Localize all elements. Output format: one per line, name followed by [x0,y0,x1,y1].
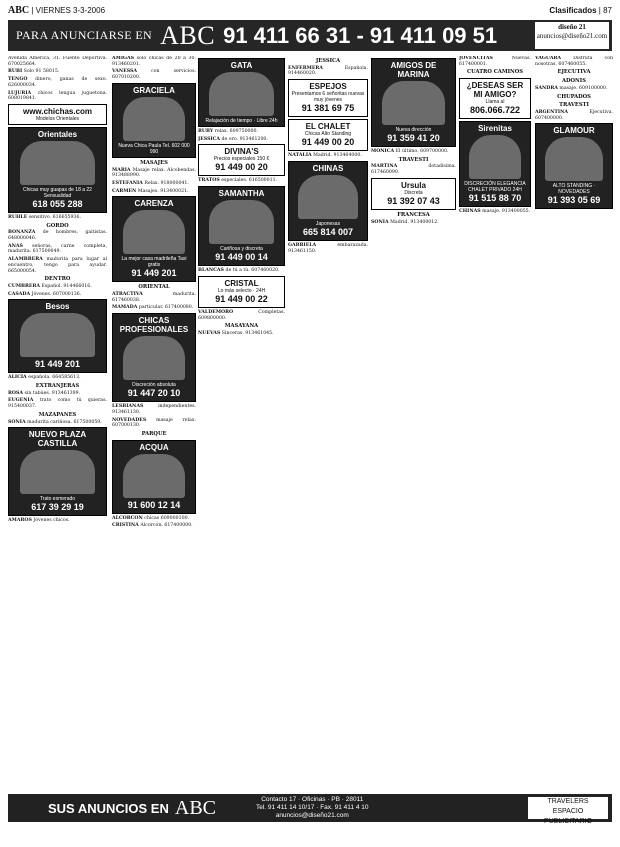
ad-heading: EL CHALET [305,122,351,132]
ad-text: Nueva Chica Paula Tel. 602 000 990 [118,142,190,155]
section-heading: GORDO [46,222,69,229]
entry-text: de tú a tú. 607460020. [225,268,280,274]
entry-title: NUEVAS [198,330,221,336]
classified-entry [8,91,107,102]
ad-heading: GRACIELA [133,85,175,95]
ad-heading: CRISTAL [224,278,259,288]
classified-entry [288,243,368,254]
section-heading: DENTRO [44,276,71,283]
ad-heading: NUEVO PLAZA CASTILLA [28,430,87,449]
entry-text: sensitivo. 616655936. [28,214,81,220]
ad-text: Japonesas [315,220,341,227]
entry-text: chicas 609000100. [144,515,190,521]
classified-entry [112,292,196,303]
entry-text: masaje. 913400055. [482,209,531,215]
ad-phone: 91 449 201 [131,268,177,279]
classified-column-3 [198,56,285,792]
classified-column-7 [535,56,613,792]
display-ad [371,58,456,147]
ad-text: Precios especiales 150 € [213,156,270,163]
entry-text: El último. 609700000. [395,149,449,154]
ad-photo [123,454,185,498]
entry-title: EUGENIA [8,398,34,404]
ad-heading: Ursula [401,180,426,190]
ad-heading: ¿DESEAS SER MI AMIGO? [466,81,524,100]
classified-entry [112,168,196,179]
ad-photo [469,135,522,179]
display-ad [288,161,368,241]
entry-title: ATRACTIVA [112,292,143,298]
ad-text: Discreción absoluta [132,382,176,389]
classified-entry [8,230,107,241]
display-ad [112,440,196,514]
ad-phone: 91 449 201 [34,359,81,370]
classified-entry [8,77,107,88]
ad-heading: GATA [230,61,253,70]
ad-photo [209,200,274,244]
display-ad [112,83,196,158]
entry-text: especiales. 616500011. [221,178,278,184]
entry-title: SANDRA [535,85,558,91]
classified-entry [198,268,285,274]
classified-entry [371,220,456,226]
entry-text: madurita cariñosa. 617500059. [27,419,102,425]
classified-entry [8,69,107,75]
entry-text: de hombres, gaitistas. 648000046. [8,230,107,242]
section-heading: ADONIS [562,78,586,85]
entry-text: sin tabúes. 913461399. [24,390,81,396]
entry-title: SONIA [371,219,389,225]
classified-entry [535,86,613,92]
classified-entry [371,149,456,155]
section-heading: MAZAPANES [38,411,77,418]
entry-text: Masajes. 913400021. [137,188,189,194]
section-heading: EJECUTIVA [557,69,591,76]
page-number: 87 [603,5,612,15]
classified-entry [459,209,531,215]
ad-phone: 91 449 00 20 [301,137,355,148]
section-name: Clasificados [549,5,597,15]
entry-title: SONIA [8,419,26,425]
classified-entry [112,305,196,311]
entry-text: Jóvenes chicos. [33,518,70,524]
ad-photo [20,141,94,185]
entry-title: CRISTINA [112,523,139,529]
classified-entry [459,56,531,67]
ad-photo [123,210,185,254]
ad-text: Discreta [404,189,423,196]
classified-column-1 [8,56,107,792]
banner-lead: PARA ANUNCIARSE EN [16,28,153,42]
entry-title: RUHLE [8,214,28,220]
ad-heading: GLAMOUR [553,126,595,136]
display-ad [112,313,196,402]
ad-text: DISCRECIÓN ELEGANCIA CHALET PRIVADO 24H [464,181,526,194]
display-ad [288,119,368,151]
display-ad [8,427,107,516]
classified-entry [112,181,196,187]
classified-entry [112,418,196,429]
display-ad [8,127,107,213]
entry-text: Española. 914460020. [288,65,368,77]
classified-entry [8,398,107,409]
ad-text: Cariñosa y discreta [220,246,263,253]
classified-column-5 [371,56,456,792]
classified-column-6 [459,56,531,792]
classified-entry [8,518,107,524]
ad-phone: 91 449 00 20 [215,162,268,173]
entry-title: RUBI [8,69,23,75]
banner-brand: ABC [160,20,216,50]
ad-text: Chicas muy guapas de 18 a 22 Sensualidad [23,186,92,199]
ad-text: Relajación de tiempo · Libre 24h [205,118,278,124]
ad-text: La mejor casa madrileña Taxi gratis [121,256,187,269]
ad-phone: 91 381 69 75 [301,103,355,114]
section-heading: FRANCESA [397,211,430,218]
classified-entry [8,244,107,255]
entry-title: RUBY [198,129,214,134]
section-heading: JESSICA [315,58,341,64]
ad-text: ALTO STANDING · NOVEDADES [552,183,596,196]
ad-heading: Sirenitas [478,124,512,134]
entry-title: BLANCAS [198,268,224,274]
entry-title: ALAMBRERA [8,257,43,263]
ad-text: Modelos Orientales [35,115,80,122]
entry-title: MARTINA [371,164,398,170]
entry-title: ENFERMERA [288,65,323,71]
classified-entry [8,391,107,397]
entry-title: AMIGAS [112,56,135,61]
classified-entry [112,516,196,522]
ad-text: Chicas Alto Standing [304,131,352,138]
entry-title: MONICA [371,149,395,154]
classified-entry [288,153,368,159]
entry-text: Solo 91 58015. [23,69,60,75]
ad-heading: SAMANTHA [218,189,265,199]
classified-entry [8,56,107,67]
entry-title: CARMEN [112,188,137,194]
page-header: ABC | VIERNES 3-3-2006 Clasificados | 87 [8,4,612,16]
classified-entry [112,404,196,415]
entry-text: Sinceras. 913461045. [221,330,274,336]
entry-title: CUMBRERA [8,283,40,289]
display-ad [535,123,613,209]
section-heading: PARQUE [141,430,167,437]
ad-phone: 91 449 00 22 [215,293,268,304]
entry-title: VALDEMORO [198,309,234,315]
classified-entry [198,178,285,184]
display-ad [8,299,107,373]
entry-text: Avenida América, 31. Fuente Deportiva. 670025664. [8,56,107,67]
footer-lead: SUS ANUNCIOS EN [48,800,169,816]
classified-entry [198,137,285,143]
entry-title: ANAS [8,243,23,249]
classified-entry [198,331,285,337]
entry-title: TENGO [8,77,28,83]
entry-text: con servicios. 607010200. [112,69,196,81]
ad-photo [123,97,185,141]
entry-title: AMAROS [8,518,32,524]
ad-text: Lo más selecto · 24H [217,287,266,294]
entry-title: BONANZA [8,230,36,236]
entry-title: VAGUARA [535,56,562,61]
classified-entry [112,189,196,195]
banner-phones: 91 411 66 31 - 91 411 09 51 [223,22,498,48]
section-heading: MASAJES [140,159,168,166]
ad-phone: 91 600 12 14 [127,499,181,510]
entry-title: ALCORCON [112,515,143,521]
banner-right-text: anuncios@diseño21.com [536,32,608,40]
classified-entry [8,284,107,290]
display-ad [288,79,368,117]
issue-date: VIERNES 3-3-2006 [35,5,106,15]
classified-entry [8,257,107,274]
entry-title: ROSA [8,390,24,396]
banner-right-brand: diseño 21 [558,23,586,31]
ad-heading: ESPEJOS [309,82,347,92]
newspaper-brand: ABC [8,4,30,16]
entry-text: embarazada. 913461150. [288,242,368,254]
entry-text: de oro. 913461200. [221,136,268,142]
entry-title: JESSICA [198,136,221,142]
entry-title: ARGENTINA [535,109,568,115]
entry-text: masaje relax. 607000130. [112,417,196,429]
entry-text: trato como tú quieras. 915400037. [8,398,107,410]
ad-photo [382,81,445,125]
section-heading: MASAYANA [224,323,259,330]
entry-text: Alcorcón. 617400000. [140,523,193,529]
entry-text: independientes. 913461130. [112,404,196,415]
entry-text: Completas. 609800000. [198,309,285,321]
entry-text: masaje. 609100000. [559,85,608,91]
classified-column-4 [288,56,368,792]
section-heading: TRAVESTI [559,102,589,109]
display-ad [198,58,285,127]
classified-entry [371,164,456,175]
display-ad [198,276,285,308]
classified-entry [288,66,368,77]
display-ad [8,104,107,125]
entry-title: VANESSA [112,69,138,75]
footer-banner [8,794,612,825]
ad-photo [545,137,603,181]
entry-text: Jóvenes. 607000136. [31,291,82,297]
ad-phone: 91 449 00 14 [215,252,268,263]
entry-text: Madrid. 913464000. [313,153,362,159]
footer-right-logo: TRAVELERS ESPACIO PUBLICITARIO [528,797,608,819]
ad-phone: 91 393 05 69 [547,195,601,206]
ad-phone: 617 39 29 19 [31,502,84,513]
ad-phone: 806.066.722 [469,105,521,116]
classified-entry [8,215,107,221]
entry-title: MAMADA [112,305,138,311]
display-ad [371,178,456,210]
entry-title: ESTEFANIA [112,180,143,186]
classified-entry [198,129,285,135]
ad-phone: 91 359 41 20 [387,133,440,143]
classified-entry [535,110,613,121]
ad-heading: Orientales [37,129,78,139]
classified-column-2 [112,56,196,792]
ad-heading: AMIGOS DE MARINA [390,61,437,79]
entry-title: GABRIELA [288,242,317,248]
ad-phone: 618 055 288 [32,198,83,209]
display-ad [198,186,285,266]
ad-text: Trato esmerado [39,496,76,503]
entry-title: ALICIA [8,375,27,381]
ad-photo [298,175,357,219]
ad-text: Nueva dirección [395,127,432,133]
ad-heading: CARENZA [134,199,174,209]
footer-brand: ABC [174,796,216,819]
entry-text: particular. 617400080. [138,305,194,311]
ad-text: Llama al [485,99,505,106]
ad-photo [209,72,274,116]
entry-title: CHINAS [459,209,481,215]
classified-entry [112,69,196,80]
classified-entry [112,523,196,529]
ad-phone: 91 447 20 10 [127,388,181,399]
footer-contact: Contacto 17 · Oficinas · PB · 28011 Tel. 91 411 14 10/17 · Fax. 91 411 4 10 anuncios@diseño21.com [256,796,369,819]
section-heading: CUATRO CAMINOS [466,69,524,76]
entry-text: relax. 609750000. [214,129,258,134]
classified-entry [8,420,107,426]
advertising-banner [8,20,612,51]
banner-right-logo [535,22,609,49]
entry-text: madurita. 617460038. [112,292,196,303]
entry-text: Ejecutiva. 607400000. [535,109,613,121]
classified-entry [8,292,107,298]
section-heading: EXTRANJERAS [35,383,80,390]
classified-entry [198,310,285,321]
section-heading: ORIENTAL [138,284,170,291]
classified-entry [112,56,196,67]
ad-heading: CHICAS PROFESIONALES [119,316,189,335]
classified-entry [535,56,613,67]
ad-heading: www.chichas.com [22,106,93,116]
entry-text: chicos lengua juguetona. 608019841. [8,90,107,102]
ad-heading: Besos [45,302,70,312]
ad-phone: 665 814 007 [302,226,354,237]
entry-title: JOVENCITAS [459,56,493,61]
entry-text: Masaje relax. Alcobendas. 913488990. [112,167,196,179]
entry-text: Nuevas. 617400001. [459,56,531,67]
entry-text: española. 664585613. [28,375,81,381]
ad-photo [20,313,94,357]
entry-text: Relax. 918000041. [144,180,189,186]
ad-heading: ACQUA [139,442,169,452]
ad-phone: 91 515 88 70 [468,193,522,204]
ad-photo [123,336,185,380]
entry-title: LUJURIA [8,90,32,96]
entry-title: LESBIANAS [112,404,144,410]
entry-title: TRATOS [198,178,220,184]
display-ad [198,144,285,176]
section-heading: TRAVESTI [398,156,429,163]
ad-phone: 91 392 07 43 [387,195,440,206]
entry-text: Dísfruta con nosotras. 607460055. [535,56,613,67]
ad-photo [20,450,94,494]
ad-heading: CHINAS [312,163,344,173]
section-heading: CHUPADOS [557,93,591,100]
ad-text: Presentamos 6 señoritas nuevas muy jóvenes [291,91,365,104]
display-ad [459,78,531,119]
entry-text: Madrid. 913400012. [390,219,439,225]
entry-title: NATALIA [288,153,312,159]
display-ad [459,121,531,207]
entry-text: madurita para lugar al encuentro, tengo para ayudar. 665000054. [8,257,107,274]
entry-text: solo chicas de 20 a 30. 913460201. [112,56,196,67]
entry-title: CASADA [8,291,31,297]
entry-text: dotadísima. 617460090. [371,164,456,176]
entry-text: Español. 914466016. [41,283,92,289]
entry-text: dinero, ganas de sexo. 626000034. [8,77,107,88]
entry-title: MARIA [112,167,131,173]
ad-heading: DIVINA'S [224,147,259,157]
classified-entry [8,375,107,381]
entry-text: señoras, carne completa, madurita. 617500049. [8,243,107,255]
entry-title: NOVEDADES [112,417,147,423]
display-ad [112,196,196,282]
